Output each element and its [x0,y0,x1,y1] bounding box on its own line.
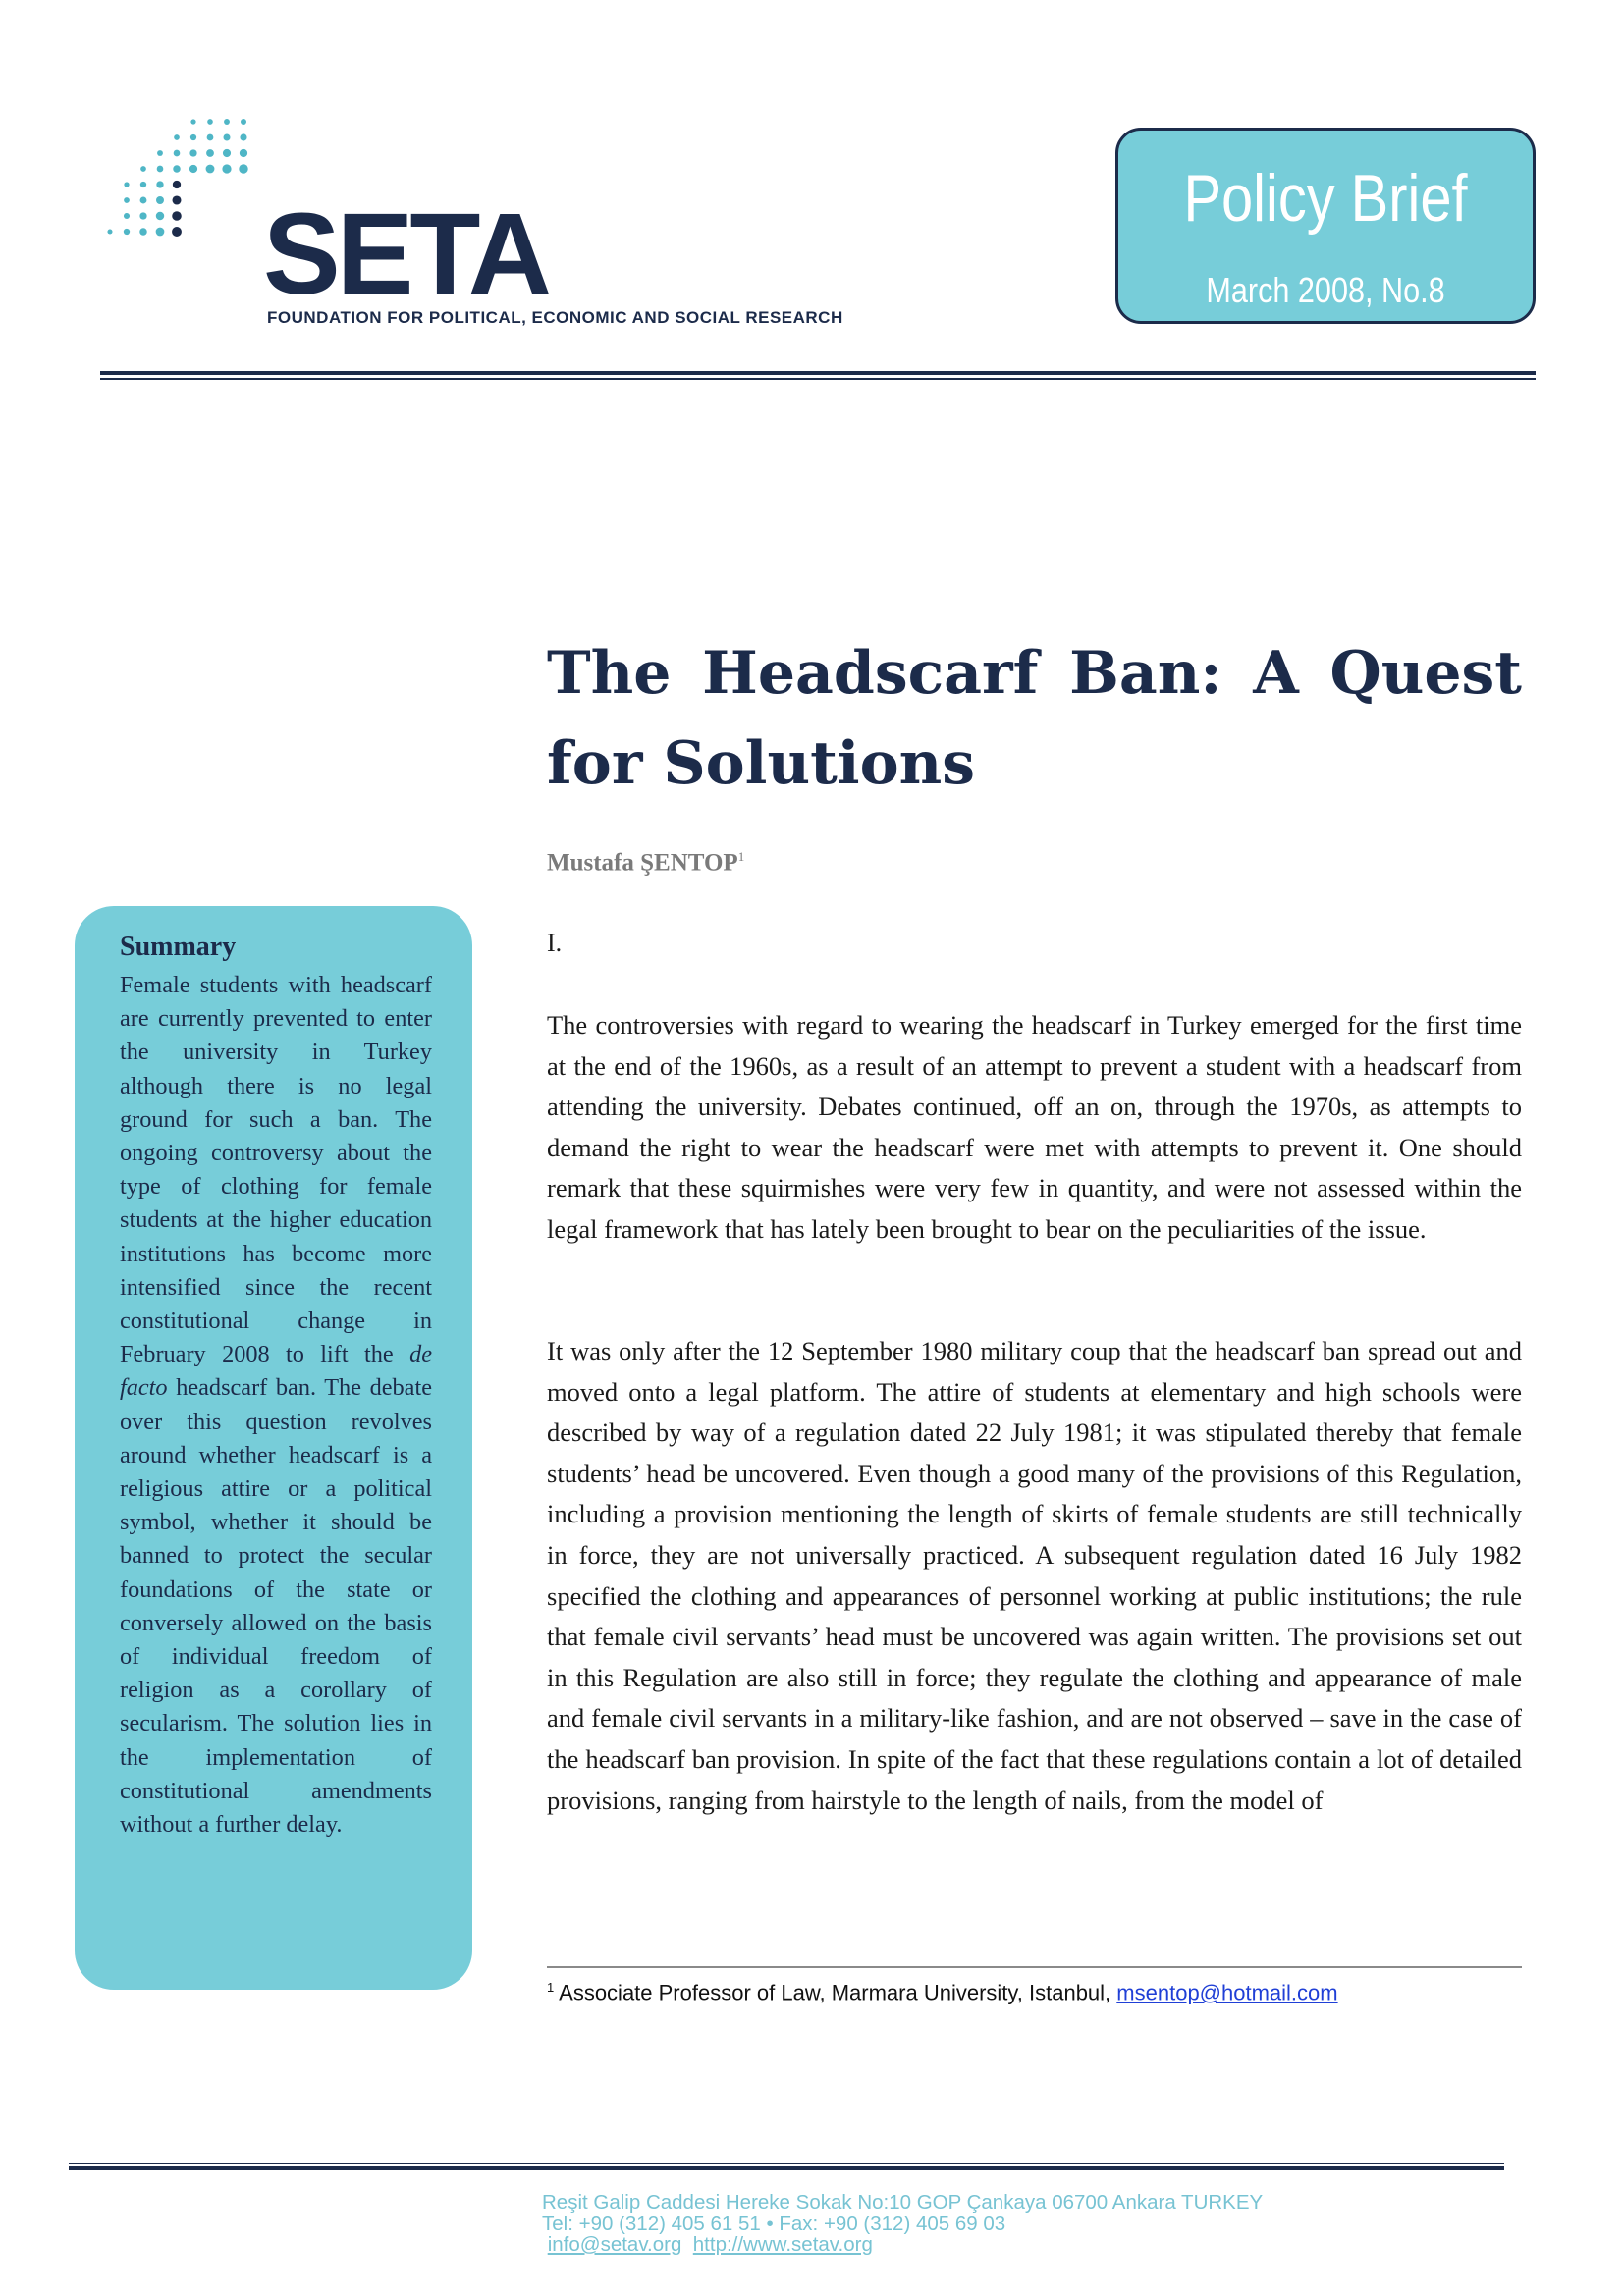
footnote [547,1980,1338,2005]
logo-dot [107,229,112,234]
logo-dot [207,119,213,125]
logo-dot [156,196,164,204]
logo-dot [124,213,130,219]
summary-panel [75,906,472,1990]
footnote-rule [547,1966,1522,1968]
footer-website-link[interactable]: http://www.setav.org [692,2233,873,2256]
logo-dot [241,119,246,125]
logo-dot [239,164,247,173]
section-number: I. [547,929,563,957]
author-footnote-mark: 1 [737,849,745,864]
article-author [547,849,744,877]
logo-dot [223,149,231,157]
logo-dot [172,227,182,237]
author-email-link[interactable]: msentop@hotmail.com [1116,1980,1338,2005]
logo-dot [139,212,146,219]
footer-rule-thick [69,2166,1504,2170]
author-name: Mustafa ŞENTOP [547,849,738,877]
logo-dot [189,149,196,156]
body-paragraph: It was only after the 12 September 1980 military coup that the headscarf ban spread out and moved onto a legal platform. The attire of students at elementary and high schools were described by way of a regulation dated 22 July 1981; it was stipulated thereby that female students’ head be uncovered. Even though a good many of the provisions of this Regulation, including a provision mentioning the length of skirts of female students are still technically in force, they are not universally practiced. A subsequent regulation dated 16 July 1982 specified the clothing and appearances of personnel working at public institutions; the rule that female civil servants’ head must be uncovered was again written. The provisions set out in this Regulation are also still in force; they regulate the clothing and appearance of male and female civil servants in a military-like fashion, and are not observed – save in the case of the headscarf ban provision. In spite of the fact that these regulations contain a lot of detailed provisions, ranging from hairstyle to the length of nails, from the model of [547,1336,1522,1815]
logo-dot [140,197,147,204]
logo-dot [190,119,195,124]
logo-dot [174,150,181,157]
logo-dot [156,181,163,187]
footer-rule-thin [69,2163,1504,2164]
logo-dot [140,166,146,172]
footer-phone: Tel: +90 (312) 405 61 51 • Fax: +90 (312) 405 69 03 [542,2212,1006,2235]
footnote-mark: 1 [547,1980,555,1995]
logo-dot [224,119,230,125]
logo-dot [206,149,214,157]
logo-dot [206,165,215,174]
logo-dot [124,182,129,187]
footer-address: Reşit Galip Caddesi Hereke Sokak No:10 GOP Çankaya 06700 Ankara TURKEY [542,2191,1264,2214]
logo-dot [207,134,214,141]
seta-logo [98,98,843,334]
policy-brief-box [1115,128,1536,324]
footer-email-link[interactable]: info@setav.org [547,2233,682,2256]
header-rule-thick [100,371,1536,375]
logo-globe-dots [98,98,275,275]
header-rule-thin [100,378,1536,380]
logo-dot [124,197,130,203]
logo-dot [156,212,164,220]
logo-dot [240,133,246,140]
policy-brief-title: Policy Brief [1183,161,1468,236]
logo-dot [173,181,181,188]
summary-heading: Summary [120,932,237,962]
footnote-text: Associate Professor of Law, Marmara University, Istanbul, [559,1980,1111,2005]
logo-dot [156,228,165,237]
logo-dot [189,165,197,173]
logo-dot [172,211,182,221]
logo-dot [174,134,180,140]
body-paragraph: The controversies with regard to wearing the headscarf in Turkey emerged for the first time at the end of the 1960s, as a result of an attempt to prevent a student with a headscarf from attending the university. Debates continued, off an on, through the 1970s, as attempts to demand the right to wear the headscarf were met with attempts to prevent it. One should remark that these squirmishes were very few in quantity, and were not assessed within the legal framework that has lately been brought to bear on the peculiarities of the issue. [547,1010,1522,1244]
policy-brief-issue: March 2008, No.8 [1206,270,1445,310]
logo-dot [157,150,163,156]
article-title: The Headscarf Ban: A Quest for Solutions [547,639,1522,798]
logo-dot [139,228,147,236]
logo-dot [140,182,146,187]
logo-dot [172,195,181,204]
logo-wordmark: SETA [263,189,548,319]
summary-text: Female students with headscarf are currently prevented to enter the university in Turkey although there is no legal ground for such a ban. The ongoing controversy about the type of clothing for female students at the higher education institutions has become more intensified since the recent constitutional change in February 2008 to lift the de facto headscarf ban. The debate over this question revolves around whether headscarf is a religious attire or a political symbol, whether it should be banned to protect the secular foundations of the state or conversely allowed on the basis of individual freedom of religion as a corollary of secularism. The solution lies in the implementation of constitutional amendments without a further delay. [120,972,432,1839]
footer-contact [542,2192,1263,2256]
logo-dot [173,165,181,173]
logo-dot [223,133,230,140]
logo-dot [124,229,130,235]
logo-subtitle: FOUNDATION FOR POLITICAL, ECONOMIC AND SOCIAL RESEARCH [267,308,843,327]
logo-dot [190,134,196,140]
logo-dot [157,166,164,173]
logo-dot [222,164,231,173]
logo-dot [240,149,247,157]
